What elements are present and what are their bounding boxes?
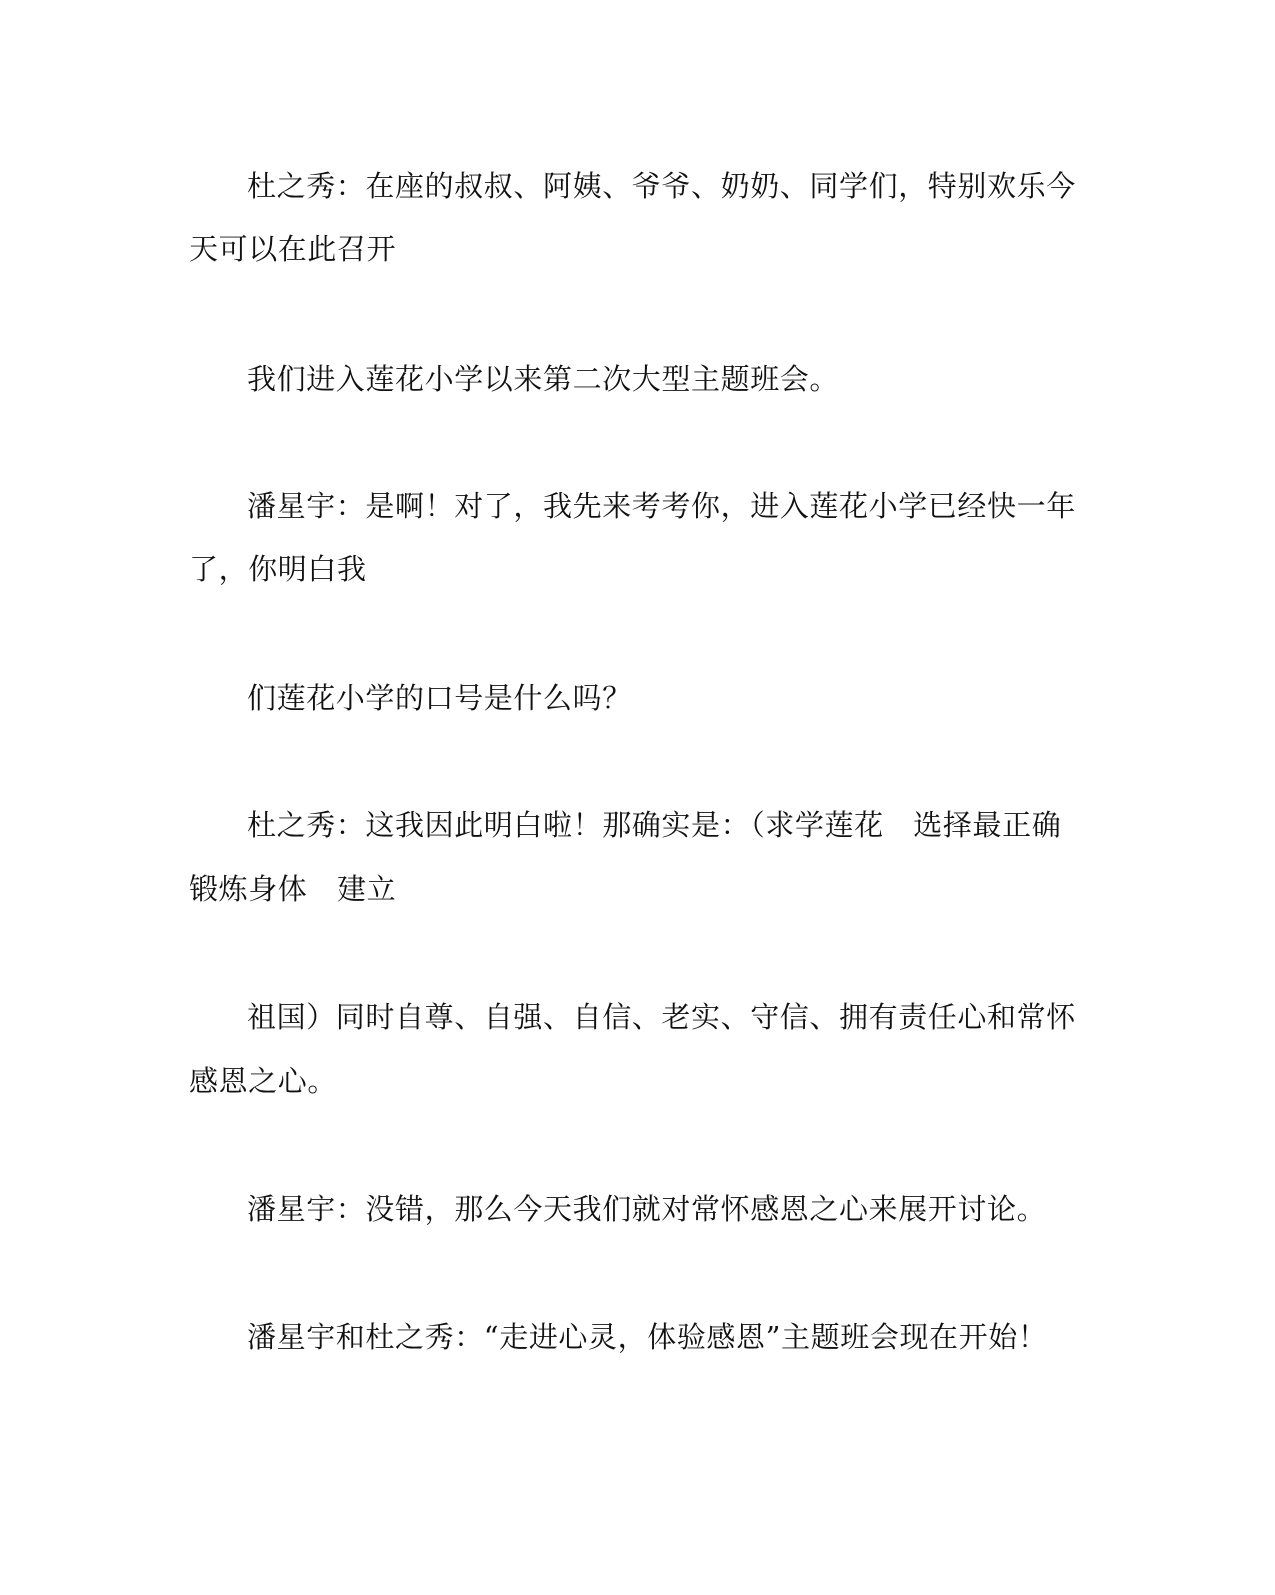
paragraph-line: 天可以在此召开 [189, 232, 397, 266]
paragraph-line: 了，你明白我 [189, 552, 367, 586]
paragraph-line: 潘星宇：是啊！对了，我先来考考你，进入莲花小学已经快一年 [247, 489, 1076, 523]
paragraph-line: 感恩之心。 [189, 1064, 338, 1098]
paragraph-line: 我们进入莲花小学以来第二次大型主题班会。 [247, 362, 840, 396]
paragraph-line: 锻炼身体 建立 [189, 872, 397, 906]
paragraph-line: 杜之秀：在座的叔叔、阿姨、爷爷、奶奶、同学们，特别欢乐今 [247, 169, 1076, 203]
paragraph-line: 杜之秀：这我因此明白啦！那确实是：（求学莲花 选择最正确 [247, 808, 1062, 842]
paragraph-line: 们莲花小学的口号是什么吗？ [247, 681, 632, 715]
paragraph-line: 祖国）同时自尊、自强、自信、老实、守信、拥有责任心和常怀 [247, 1000, 1076, 1034]
paragraph-line: 潘星宇：没错，那么今天我们就对常怀感恩之心来展开讨论。 [247, 1192, 1047, 1226]
paragraph-line: 潘星宇和杜之秀：“走进心灵，体验感恩”主题班会现在开始！ [247, 1320, 1048, 1354]
